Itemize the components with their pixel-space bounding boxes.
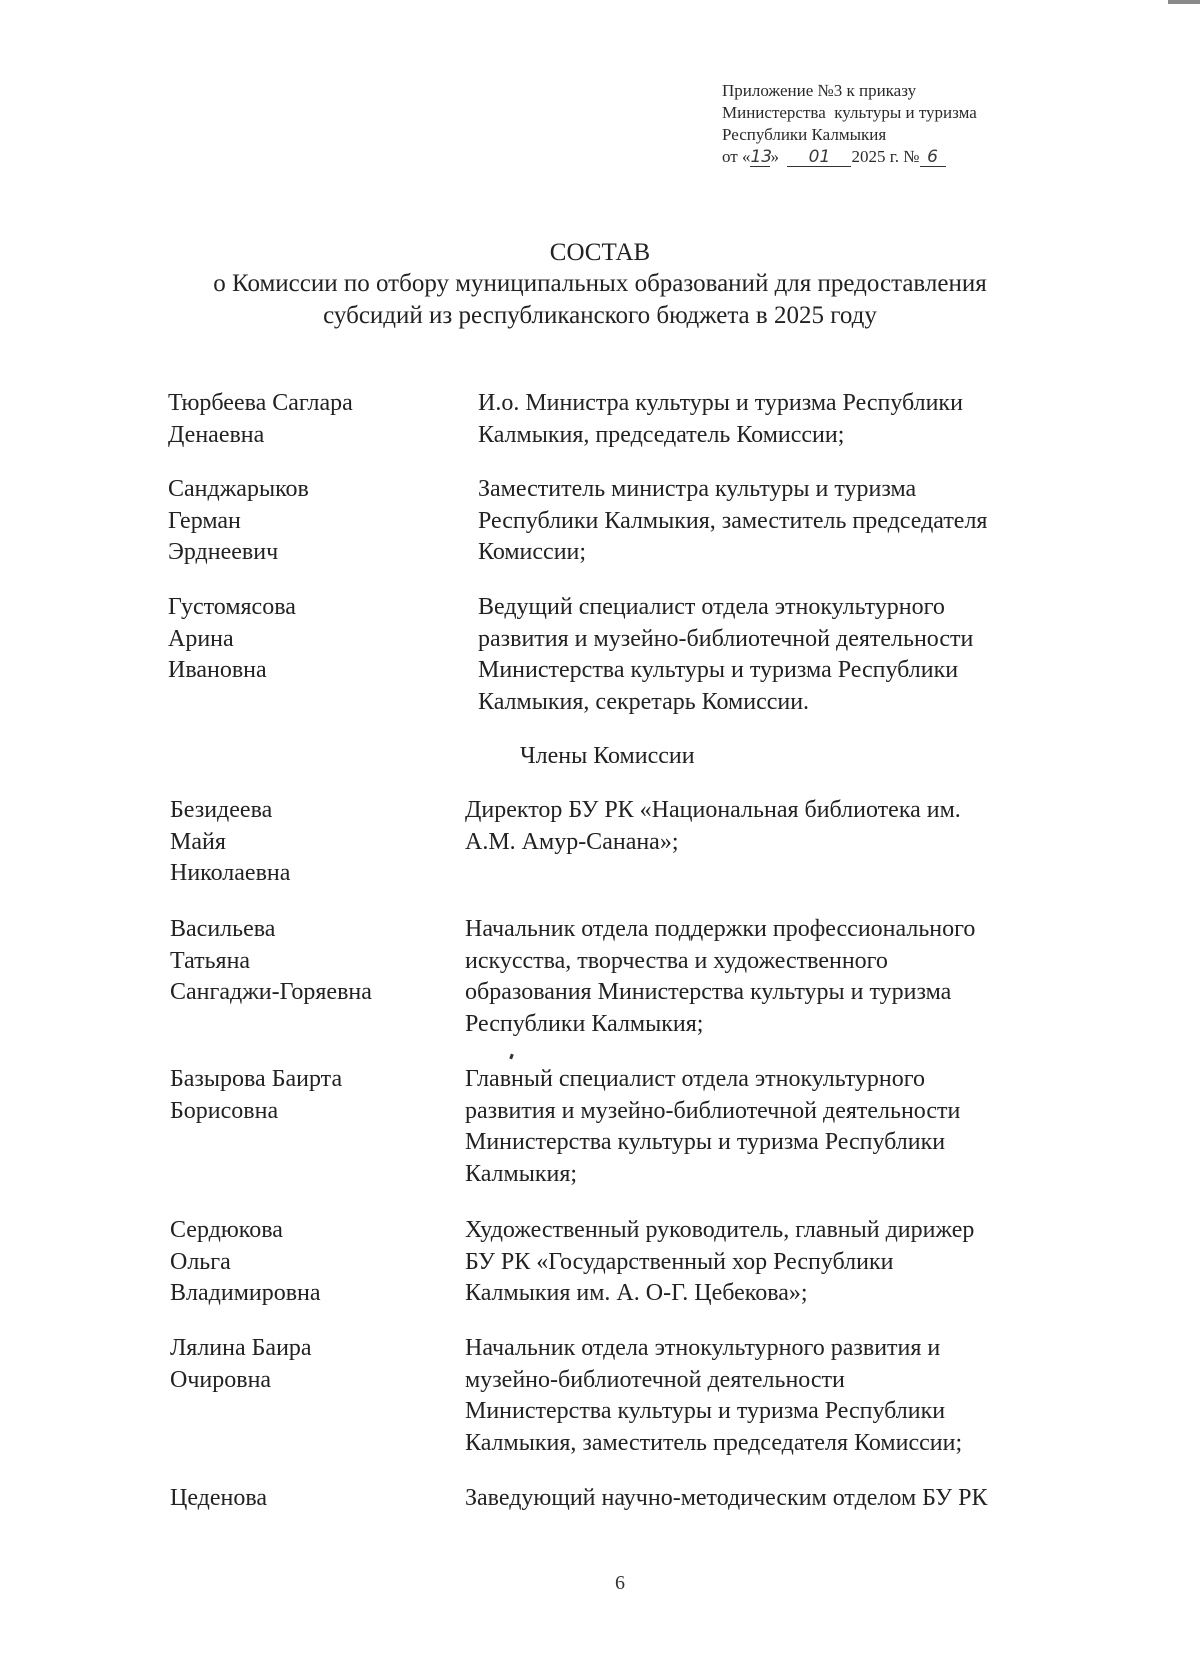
name-line: Владимировна (170, 1280, 321, 1306)
name-line: Сангаджи-Горяевна (170, 979, 372, 1005)
name-line: Густомясова (168, 594, 296, 620)
role-line: Республики Калмыкия, заместитель председателя (478, 507, 988, 534)
page-number: 6 (615, 1572, 625, 1594)
name-line: Васильева (170, 916, 276, 942)
name-line: Лялина Баира (170, 1335, 312, 1361)
name-line: Татьяна (170, 947, 251, 974)
members-heading: Члены Комиссии (520, 743, 695, 769)
document-title: СОСТАВ (549, 239, 651, 266)
member-role (465, 1064, 1085, 1190)
role-line: Комиссии; (478, 539, 587, 565)
role-line: Заместитель министра культуры и туризма (478, 476, 917, 502)
handwritten-order-number: 6 (920, 148, 946, 167)
role-line: Ведущий специалист отдела этнокультурного (478, 594, 945, 620)
role-line: Калмыкия, заместитель председателя Комиссии; (465, 1429, 963, 1456)
handwritten-day: 13 (750, 147, 773, 167)
member-name (170, 1215, 440, 1310)
role-line: Калмыкия, секретарь Комиссии. (478, 688, 810, 715)
member-role (478, 388, 1088, 451)
role-line: развития и музейно-библиотечной деятельности (478, 625, 974, 652)
year-text: 2025 г. № (851, 147, 920, 166)
member-name (168, 592, 438, 687)
role-line: Директор БУ РК «Национальная библиотека им. (465, 797, 961, 823)
name-line: Цеденова (170, 1485, 268, 1511)
handwritten-month: 01 (787, 148, 851, 167)
member-role (465, 1215, 1085, 1310)
member-name (168, 388, 438, 451)
member-role (478, 592, 1088, 718)
role-line: Начальник отдела этнокультурного развития и (465, 1335, 941, 1361)
name-line: Базырова Баирта (170, 1066, 343, 1092)
name-line: Борисовна (170, 1097, 279, 1124)
role-line: развития и музейно-библиотечной деятельности (465, 1097, 961, 1124)
member-role (478, 474, 1088, 569)
name-line: Ольга (170, 1248, 231, 1275)
name-line: Денаевна (168, 421, 265, 448)
member-name (170, 1333, 440, 1396)
appendix-line-2: Министерства культуры и туризма (722, 103, 977, 122)
member-role (465, 1333, 1085, 1459)
appendix-header (722, 80, 977, 168)
name-line: Герман (168, 507, 241, 534)
name-line: Эрднеевич (168, 539, 279, 565)
appendix-line-3: Республики Калмыкия (722, 125, 887, 144)
member-name (170, 914, 440, 1009)
role-line: Художественный руководитель, главный дирижер (465, 1217, 975, 1243)
role-line: музейно-библиотечной деятельности (465, 1366, 845, 1393)
role-line: Калмыкия, председатель Комиссии; (478, 421, 845, 448)
member-role (465, 795, 1085, 858)
date-separator: » (770, 147, 788, 166)
date-prefix: от « (722, 147, 751, 166)
document-subtitle-line-1: о Комиссии по отбору муниципальных образований для предоставления (213, 270, 987, 297)
name-line: Сердюкова (170, 1217, 283, 1243)
role-line: Министерства культуры и туризма Республики (478, 657, 959, 683)
appendix-line-1: Приложение №3 к приказу (722, 81, 917, 100)
scan-edge-mark (1168, 0, 1200, 4)
document-subtitle-line-2: субсидий из республиканского бюджета в 2025 году (323, 302, 877, 329)
role-line: образования Министерства культуры и туризма (465, 979, 952, 1005)
role-line: Министерства культуры и туризма Республики (465, 1129, 946, 1155)
role-line: Главный специалист отдела этнокультурного (465, 1066, 926, 1092)
member-role (465, 914, 1085, 1040)
role-line: И.о. Министра культуры и туризма Республики (478, 390, 963, 416)
member-name (170, 1064, 440, 1127)
name-line: Арина (168, 625, 234, 652)
name-line: Тюрбеева Саглара (168, 390, 353, 416)
name-line: Безидеева (170, 797, 273, 823)
name-line: Санджарыков (168, 476, 309, 502)
member-name (170, 1483, 440, 1515)
role-line: А.М. Амур-Санана»; (465, 828, 679, 855)
name-line: Майя (170, 828, 226, 855)
scan-speck (509, 1054, 514, 1060)
name-line: Николаевна (170, 860, 291, 886)
role-line: Республики Калмыкия; (465, 1010, 704, 1037)
name-line: Ивановна (168, 657, 267, 683)
role-line: Министерства культуры и туризма Республики (465, 1398, 946, 1424)
role-line: Калмыкия им. А. О-Г. Цебекова»; (465, 1280, 808, 1306)
member-name (168, 474, 438, 569)
role-line: Начальник отдела поддержки профессионального (465, 916, 976, 942)
role-line: БУ РК «Государственный хор Республики (465, 1248, 894, 1275)
role-line: искусства, творчества и художественного (465, 947, 888, 974)
appendix-date-line (722, 146, 977, 168)
role-line: Калмыкия; (465, 1160, 578, 1187)
member-name (170, 795, 440, 890)
member-role (465, 1483, 1085, 1515)
role-line: Заведующий научно-методическим отделом БУ РК (465, 1485, 988, 1511)
name-line: Очировна (170, 1366, 272, 1393)
